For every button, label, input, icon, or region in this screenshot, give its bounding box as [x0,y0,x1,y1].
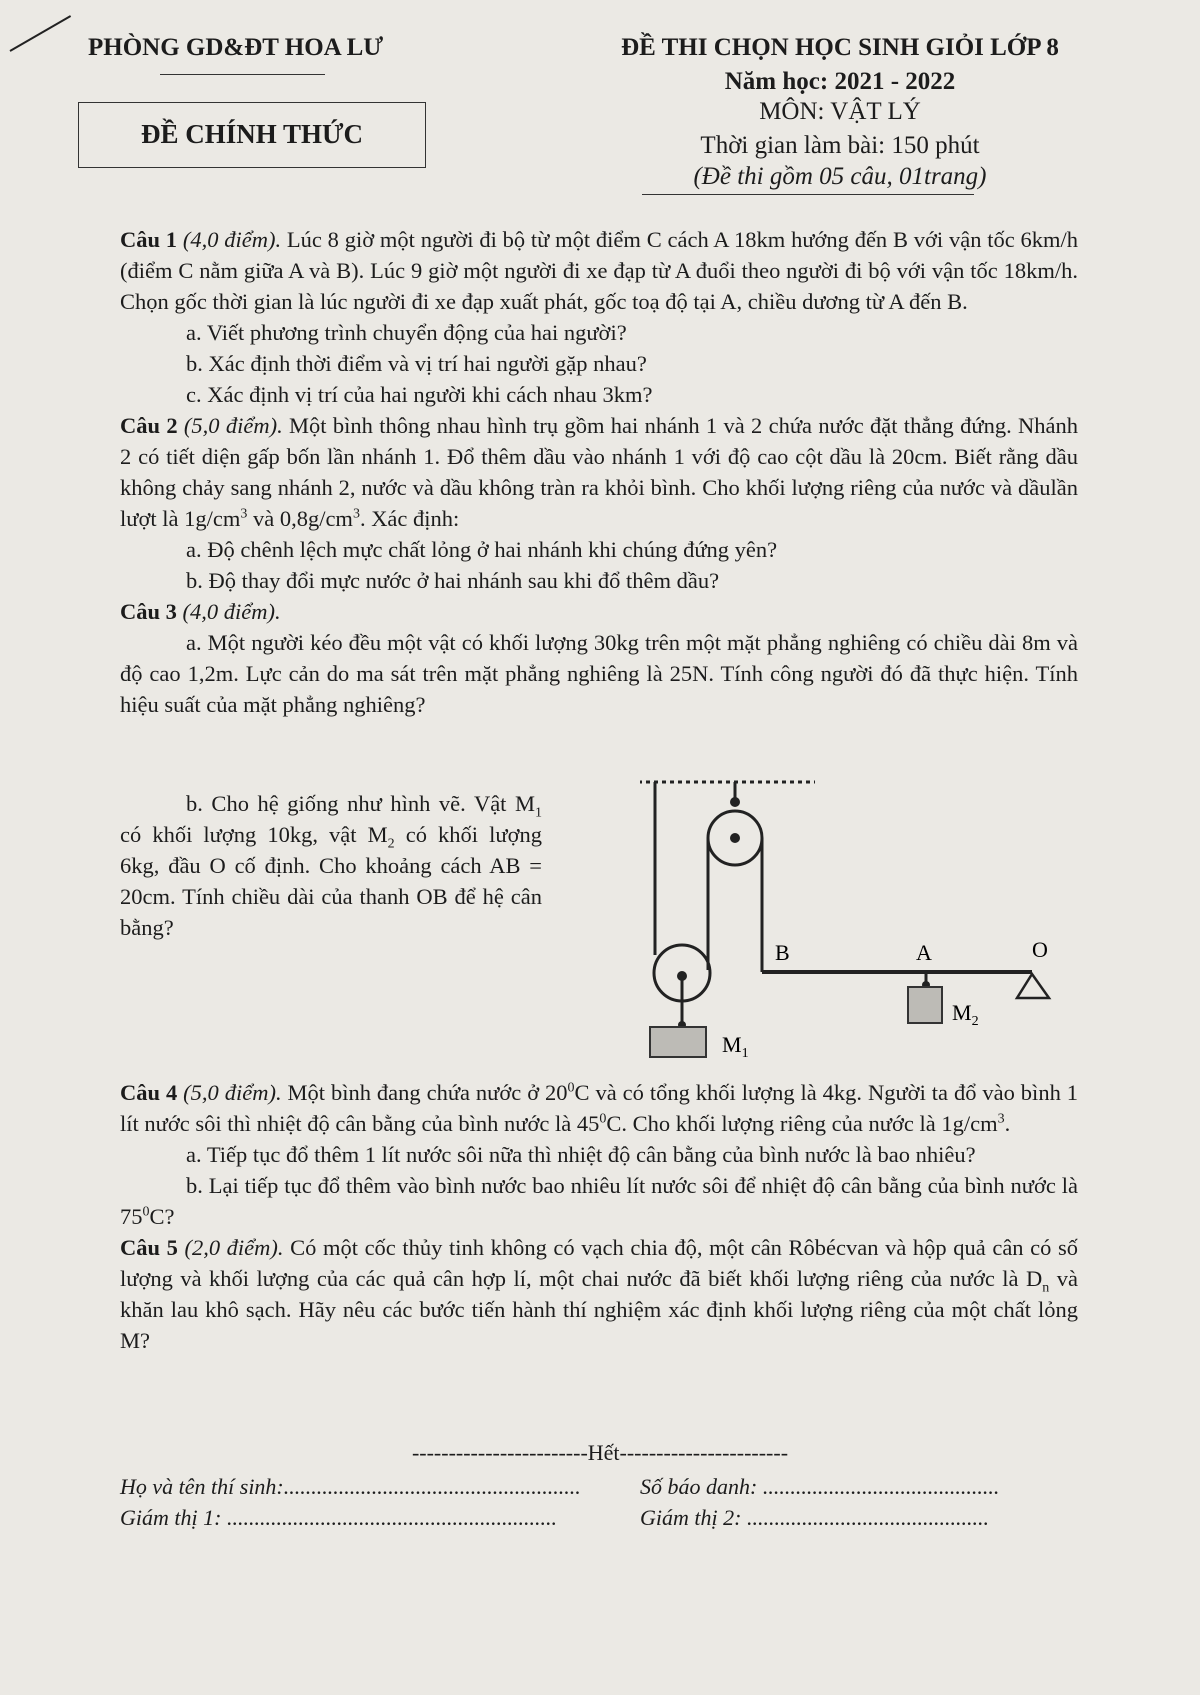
end-marker: ------------------------Hết----------------------- [411,1440,789,1465]
duration: Thời gian làm bài: 150 phút [700,132,980,159]
q2-text3: . Xác định: [359,506,460,531]
q4-sup2: 0 [599,1111,607,1127]
mass-m1 [650,1027,706,1057]
q4-b-text1: b. Lại tiếp tục đổ thêm vào bình nước bao nhiêu lít nước sôi để nhiệt độ cân bằng của bình nước là 75 [120,1173,1078,1229]
q4-text2: C và có tổng khối lượng là 4kg. Người ta đổ vào bình 1 lít nước sôi thì nhiệt độ cân bằng của bình nước là 45 [120,1080,1079,1136]
q4-b-text2: C? [149,1204,175,1229]
q4-sup3: 3 [997,1111,1005,1127]
q4-label: Câu 4 [120,1080,178,1105]
label-a: A [916,940,932,965]
questions-bottom [120,1077,1078,1356]
hanger-pin [730,797,740,807]
exam-note: (Đề thi gồm 05 câu, 01trang) [693,163,987,190]
q5-points: (2,0 điểm). [184,1235,284,1260]
q2-a: a. Độ chênh lệch mực chất lỏng ở hai nhánh khi chúng đứng yên? [186,537,778,562]
q1-c: c. Xác định vị trí của hai người khi cách nhau 3km? [186,382,653,407]
official-box [78,102,426,168]
q4-sup1: 0 [567,1080,575,1096]
q4-text3: C. Cho khối lượng riêng của nước là 1g/cm [606,1111,998,1136]
q1-label: Câu 1 [120,227,178,252]
supervisor-1-field: Giám thị 1: ............................................................ [120,1505,557,1530]
q2-points: (5,0 điểm). [183,413,283,438]
q2-text1: Một bình thông nhau hình trụ gồm hai nhánh 1 và 2 chứa nước đặt thẳng đứng. Nhánh 2 có tiết diện gấp bốn lần nhánh 1. Đổ thêm dầu vào nhánh 1 với độ cao cột dầu là 20cm. Biết rằng dầu không chảy sang nhánh 2, nước và dầu không tràn ra khỏi bình. Cho khối lượng riêng của nước và dầulần lượt là 1g/cm [120,413,1078,531]
q2-sup2: 3 [352,506,360,522]
questions-top [120,224,1078,720]
label-o: O [1032,937,1048,962]
q3-b-text2: có khối lượng 10kg, vật M [120,822,388,847]
department-underline [160,74,325,75]
pulley-lever-diagram [640,780,1090,1070]
q4-b [120,1170,1078,1232]
q1-stem [120,224,1078,317]
q2-sup1: 3 [240,506,248,522]
department-name: PHÒNG GD&ĐT HOA LƯ [88,34,384,61]
q3-a: a. Một người kéo đều một vật có khối lượng 30kg trên một mặt phẳng nghiêng có chiều dài 8m và độ cao 1,2m. Lực cản do ma sát trên mặt phẳng nghiêng là 25N. Tính công người đó đã thực hiện. Tính hiệu suất của mặt phẳng nghiêng? [120,630,1078,717]
q3-b [120,788,542,943]
q1-text: Lúc 8 giờ một người đi bộ từ một điểm C cách A 18km hướng đến B với vận tốc 6km/h (điểm C nằm giữa A và B). Lúc 9 giờ một người đi xe đạp từ A đuổi theo người đi bộ với vận tốc 18km/h. Chọn gốc thời gian là lúc người đi xe đạp xuất phát, gốc toạ độ tại A, chiều dương từ A đến B. [120,227,1079,314]
q4-stem [120,1077,1078,1139]
fixed-pulley-axle [730,833,740,843]
q4-a: a. Tiếp tục đổ thêm 1 lít nước sôi nữa thì nhiệt độ cân bằng của bình nước là bao nhiêu? [186,1142,976,1167]
label-b: B [775,940,790,965]
subject: MÔN: VẬT LÝ [759,98,921,125]
q3-b-sub1: 1 [535,805,542,821]
q3-points: (4,0 điểm). [182,599,281,624]
candidate-id-field: Số báo danh: ........................................... [640,1474,1000,1499]
q5-text2: và khăn lau khô sạch. Hãy nêu các bước tiến hành thí nghiệm xác định khối lượng riêng của một chất lỏng M? [120,1266,1078,1353]
candidate-name-field: Họ và tên thí sinh:...................................................... [120,1474,581,1499]
q1-b: b. Xác định thời điểm và vị trí hai người gặp nhau? [186,351,647,376]
supervisor-2-field: Giám thị 2: ............................................ [640,1505,989,1530]
q3-b-text1: b. Cho hệ giống như hình vẽ. Vật M [186,791,535,816]
pen-mark [10,15,72,52]
q1-points: (4,0 điểm). [182,227,282,252]
q2-label: Câu 2 [120,413,178,438]
q2-stem [120,410,1078,534]
q4-b-sup: 0 [142,1204,150,1220]
q5-stem [120,1232,1078,1356]
q4-text4: . [1004,1111,1011,1136]
mass-m2 [908,987,942,1023]
q5-text1: Có một cốc thủy tinh không có vạch chia độ, một cân Rôbécvan và hộp quả cân có số lượng và khối lượng của các quả cân hợp lí, một chai nước đã biết khối lượng riêng của nước là D [120,1235,1078,1291]
q3-label: Câu 3 [120,599,177,624]
m1-label: $M_1$ [722,1032,749,1061]
m2-label: $M_2$ [952,1000,979,1029]
q4-points: (5,0 điểm). [183,1080,282,1105]
q5-sub: n [1042,1280,1050,1296]
school-year: Năm học: 2021 - 2022 [724,68,956,95]
pivot-o [1017,974,1049,998]
q3-stem [120,596,1078,627]
q2-b: b. Độ thay đổi mực nước ở hai nhánh sau khi đổ thêm dầu? [186,568,720,593]
exam-title: ĐỀ THI CHỌN HỌC SINH GIỎI LỚP 8 [621,34,1059,61]
q5-label: Câu 5 [120,1235,178,1260]
q3-b-sub2: 2 [387,836,395,852]
note-underline [642,194,974,195]
q3-b-text3: có khối lượng 6kg, đầu O cố định. Cho khoảng cách AB = 20cm. Tính chiều dài của thanh OB để hệ cân bằng? [120,822,542,940]
q1-a: a. Viết phương trình chuyển động của hai người? [186,320,627,345]
q2-text2: và 0,8g/cm [247,506,353,531]
q4-text1: Một bình đang chứa nước ở 20 [281,1080,568,1105]
official-label: ĐỀ CHÍNH THỨC [140,119,364,149]
